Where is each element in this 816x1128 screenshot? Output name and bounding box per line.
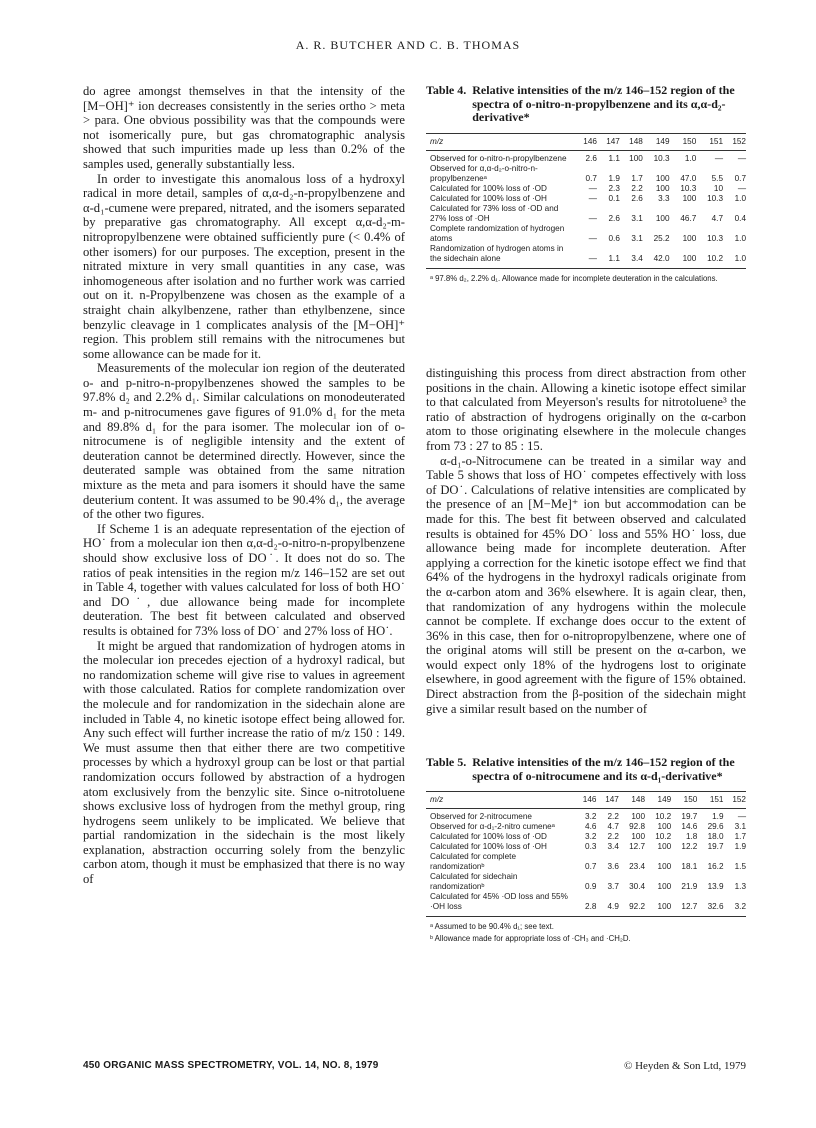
table-cell: 1.0	[684, 153, 697, 163]
table-cell: 3.2	[734, 902, 746, 911]
table-cell: 1.3	[734, 882, 746, 891]
table-cell: 100	[631, 832, 646, 841]
table-cell: 12.7	[681, 902, 698, 911]
row-label: Calculated for 100% loss of ·OH	[430, 193, 547, 203]
table-cell: 3.7	[607, 882, 619, 891]
table-cell: 3.1	[631, 233, 643, 243]
table-row	[426, 809, 746, 823]
table-cell: 10.3	[680, 183, 697, 193]
row-label: Calculated for 100% loss of ·OD	[430, 832, 547, 841]
table-row	[426, 244, 746, 269]
column-header: 148	[631, 795, 646, 804]
table-cell: 100	[657, 882, 672, 891]
column-header: 150	[682, 136, 697, 146]
table-5	[426, 756, 746, 943]
table-cell: 46.7	[680, 213, 697, 223]
table-cell: 5.5	[711, 173, 724, 183]
table-cell: 100	[655, 183, 670, 193]
running-head: A. R. BUTCHER AND C. B. THOMAS	[295, 38, 521, 52]
table-cell: 10.3	[707, 233, 724, 243]
table-cell: 2.6	[608, 213, 620, 223]
table-cell: 1.0	[734, 253, 746, 263]
paragraph: do agree amongst themselves in that the intensity of the [M−OH]⁺ ion decreases consistently in the series ortho > meta > para. One obvious possibility was that the compounds were not isomerically pure, but gas chromatographic analysis showed that such impurities made up less than 0.2% of the samples used, generally substantially less.	[83, 84, 405, 171]
table-cell: 14.6	[681, 822, 698, 831]
table-row	[426, 872, 746, 892]
column-header: m/z	[430, 795, 444, 804]
table-cell: 0.1	[608, 193, 620, 203]
column-header: 152	[732, 795, 746, 804]
table-header-row	[426, 792, 746, 809]
table-cell: 3.1	[734, 822, 746, 831]
table-row	[426, 892, 746, 917]
table-cell: —	[588, 183, 597, 193]
table-cell: —	[588, 213, 597, 223]
table-cell: 12.2	[681, 842, 698, 851]
table-cell: 1.8	[685, 832, 698, 841]
table-cell: 3.6	[607, 862, 619, 871]
table-cell: 100	[657, 822, 672, 831]
table-cell: 4.9	[607, 902, 619, 911]
table-cell: 30.4	[629, 882, 646, 891]
table-cell: 32.6	[707, 902, 724, 911]
table-cell: —	[588, 233, 597, 243]
table-cell: 10	[713, 183, 724, 193]
table-row	[426, 852, 746, 872]
table-cell: 0.7	[585, 173, 597, 183]
column-header: 149	[655, 136, 670, 146]
table-cell: 100	[655, 213, 670, 223]
table-caption	[426, 756, 746, 783]
table-cell: 1.7	[631, 173, 643, 183]
copyright-footer: © Heyden & Son Ltd, 1979	[623, 1060, 746, 1072]
table-cell: 3.2	[585, 812, 597, 821]
table-cell: 10.2	[707, 253, 724, 263]
column-header: 146	[583, 136, 597, 146]
row-label: Calculated for 100% loss of ·OD	[430, 183, 547, 193]
table-row	[426, 842, 746, 852]
table-cell: 18.0	[707, 832, 724, 841]
table-row	[426, 822, 746, 832]
table-4	[426, 84, 746, 283]
row-label: Calculated for sidechain randomizationᵇ	[430, 872, 518, 891]
table-cell: 2.8	[585, 902, 597, 911]
table-title: Relative intensities of the m/z 146–152 region of the spectra of o-nitro-n-propylbenzene and its α,α-d₂-derivative*	[472, 83, 735, 124]
left-column	[83, 84, 405, 887]
table-cell: 1.9	[608, 173, 620, 183]
table-number: Table 5.	[426, 755, 467, 769]
table-cell: —	[737, 153, 746, 163]
row-label: Randomization of hydrogen atoms in the sidechain alone	[430, 243, 564, 263]
table-cell: 1.0	[734, 233, 746, 243]
table-cell: 100	[629, 153, 643, 163]
table-cell: 2.6	[585, 153, 597, 163]
table-row	[426, 150, 746, 164]
row-label: Calculated for complete randomizationᵇ	[430, 852, 517, 871]
row-label: Calculated for 73% loss of ·OD and 27% loss of ·OH	[430, 203, 559, 223]
table-cell: —	[737, 183, 746, 193]
table-cell: 100	[655, 173, 670, 183]
table-cell: 1.9	[712, 812, 724, 821]
table-cell: 42.0	[653, 253, 670, 263]
table-cell: 13.9	[707, 882, 724, 891]
table-row	[426, 184, 746, 194]
table-body	[426, 809, 746, 917]
table-cell: 0.3	[585, 842, 597, 851]
table-cell: 0.7	[734, 173, 746, 183]
table-cell: 16.2	[707, 862, 724, 871]
row-label: Observed for α,α-d₂-o-nitro-n-propylbenzeneᵃ	[430, 163, 538, 183]
table-cell: 4.7	[711, 213, 724, 223]
column-header: 151	[709, 795, 724, 804]
table-cell: 100	[631, 812, 646, 821]
column-header: 148	[629, 136, 643, 146]
table-row	[426, 164, 746, 184]
table-cell: 19.7	[681, 812, 698, 821]
table-cell: 29.6	[707, 822, 724, 831]
paragraph: If Scheme 1 is an adequate representation of the ejection of HO˙ from a molecular ion then α,α-d₂-o-nitro-n-propylbenzene should show exclusive loss of DO˙. It does not do so. The ratios of peak intensities in the region m/z 146–152 are set out in Table 4, together with values calculated for loss of both HO˙ and DO˙, due allowance being made for incomplete deuteration. The best fit between calculated and observed results is obtained for 73% loss of DO˙ and 27% loss of HO˙.	[83, 521, 405, 638]
table-cell: 10.2	[655, 812, 672, 821]
column-header: 147	[606, 136, 620, 146]
paragraph: In order to investigate this anomalous loss of a hydroxyl radical in more detail, samples of α,α-d₂-n-propylbenzene and α-d₁-cumene were prepared, nitrated, and the isomers separated by preparative gas chromatography. All except α,α-d₂-m-nitropropylbenzene were obtained sufficiently pure (< 0.4% of other isomers) for our purposes. The exception, present in the nitrated mixture in very small quantities in any case, was inhomogeneous after isolation and no further work was carried out on it. n-Propylbenzene was chosen as the example of a straight chain alkylbenzene, rather than ethylbenzene, since benzylic cleavage in 1 complicates analysis of the [M−OH]⁺ region. This problem still remains with the nitrocumenes but some allowance can be made for it.	[83, 171, 405, 361]
table-cell: 0.6	[608, 233, 620, 243]
paragraph: It might be argued that randomization of hydrogen atoms in the molecular ion precedes ejection of a hydroxyl radical, but no randomization scheme will give rise to values in agreement with those calculated. Ratios for complete randomization over the molecule and for randomization in the sidechain alone are included in Table 4, no kinetic isotope effect being allowed for. Any such effect will further increase the ratio of m/z 150 : 149. We must assume then that either there are two competitive processes by which a hydroxyl group can be lost or that partial randomization occurs followed by abstraction of a hydrogen atom exclusively from the benzylic site. Since o-nitrotoluene shows exclusive loss of hydrogen from the methyl group, ring hydrogens seem unlikely to be implicated. We believe that partial randomization in the sidechain is the most likely explanation, abstraction occurring solely from the benzylic carbon atom, though it must be emphasized that there is no way of	[83, 638, 405, 887]
table-cell: 100	[657, 842, 672, 851]
table-cell: 3.4	[631, 253, 643, 263]
table-cell: 0.4	[734, 213, 746, 223]
table-number: Table 4.	[426, 83, 467, 97]
table-cell: 12.7	[629, 842, 646, 851]
table-cell: 3.4	[607, 842, 619, 851]
table-cell: 2.2	[631, 183, 643, 193]
table-header-row	[426, 134, 746, 151]
table-cell: 100	[657, 902, 672, 911]
table-cell: 1.9	[734, 842, 746, 851]
table-cell: 10.3	[707, 193, 724, 203]
table-cell: 4.7	[607, 822, 619, 831]
table-cell: 100	[682, 233, 697, 243]
paragraph: α-d₁-o-Nitrocumene can be treated in a similar way and Table 5 shows that loss of HO˙ competes effectively with loss of DO˙. Calculations of relative intensities are complicated by the presence of an [M−Me]⁺ ion but accommodation can be made for this. The best fit between observed and calculated results is obtained for 45% DO˙ loss and 55% HO˙ loss, due allowance being made for incomplete deuteration. After applying a correction for the kinetic isotope effect we find that 64% of the hydrogens in the hydroxyl radicals originate from the α-carbon atom and 36% elsewhere. It is again clear, then, that randomization of any hydrogens within the molecule cannot be complete. If exchange does occur to the extent of 36% in this case, then for o-nitropropylbenzene, where one of the original atoms will still be present on the α-carbon, we would expect only 18% of the hydrogens lost to originate elsewhere, in good agreement with the figure of 15% obtained. Direct abstraction from the β-position of the sidechain might give a similar result based on the number of	[426, 453, 746, 716]
column-header: 151	[709, 136, 724, 146]
table-cell: 23.4	[629, 862, 646, 871]
table-cell: 92.2	[629, 902, 646, 911]
row-label: Observed for o-nitro-n-propylbenzene	[430, 153, 567, 163]
row-label: Observed for 2-nitrocumene	[430, 812, 532, 821]
column-header: 152	[732, 136, 746, 146]
table-cell: —	[737, 812, 746, 821]
table-cell: 1.1	[608, 253, 620, 263]
column-header: 150	[683, 795, 698, 804]
table-body	[426, 150, 746, 268]
table-cell: —	[588, 253, 597, 263]
table-cell: 3.3	[658, 193, 670, 203]
table-cell: 18.1	[681, 862, 698, 871]
row-label: Observed for α-d₁-2-nitro cumeneᵃ	[430, 822, 555, 831]
table-cell: 2.3	[608, 183, 620, 193]
column-header: 149	[657, 795, 672, 804]
column-header: m/z	[430, 136, 444, 146]
row-label: Calculated for 100% loss of ·OH	[430, 842, 547, 851]
data-table	[426, 134, 746, 269]
table-cell: 2.2	[607, 832, 619, 841]
table-row	[426, 832, 746, 842]
table-cell: 100	[682, 193, 697, 203]
journal-footer: 450 ORGANIC MASS SPECTROMETRY, VOL. 14, NO. 8, 1979	[83, 1060, 379, 1071]
right-column	[426, 366, 746, 716]
table-row	[426, 204, 746, 224]
row-label: Complete randomization of hydrogen atoms	[430, 223, 565, 243]
table-cell: 19.7	[707, 842, 724, 851]
table-cell: 47.0	[680, 173, 697, 183]
table-footnote: ᵃ Assumed to be 90.4% d₁; see text.	[430, 922, 554, 931]
table-cell: 2.2	[607, 812, 619, 821]
table-row	[426, 224, 746, 244]
data-table	[426, 792, 746, 917]
table-cell: 3.2	[585, 832, 597, 841]
table-cell: 1.0	[734, 193, 746, 203]
column-header: 147	[605, 795, 619, 804]
table-cell: 1.1	[608, 153, 620, 163]
table-footnote: ᵃ 97.8% d₂, 2.2% d₁. Allowance made for incomplete deuteration in the calculations.	[430, 273, 718, 283]
table-footnote: ᵇ Allowance made for appropriate loss of ·CH₃ and ·CH₂D.	[430, 933, 631, 943]
table-cell: 92.8	[629, 822, 646, 831]
table-cell: 100	[682, 253, 697, 263]
table-cell: 3.1	[631, 213, 643, 223]
table-cell: —	[714, 153, 724, 163]
table-title: Relative intensities of the m/z 146–152 region of the spectra of o-nitrocumene and its α-d₁-derivative*	[472, 755, 735, 783]
table-cell: 100	[657, 862, 672, 871]
column-header: 146	[582, 795, 597, 804]
table-cell: 25.2	[653, 233, 670, 243]
table-row	[426, 194, 746, 204]
table-cell: 10.2	[655, 832, 672, 841]
table-caption	[426, 84, 746, 125]
table-cell: 1.5	[734, 862, 746, 871]
table-cell: 4.6	[585, 822, 597, 831]
table-cell: 21.9	[681, 882, 698, 891]
paragraph: Measurements of the molecular ion region of the deuterated o- and p-nitro-n-propylbenzenes showed the samples to be 97.8% d₂ and 2.2% d₁. Similar calculations on monodeuterated m- and p-nitrocumenes gave figures of 91.0% d₁ for the meta and 89.8% d₁ for the para isomer. The molecular ion of o-nitrocumene is of negligible intensity and the extent of deuteration cannot be determined directly. However, since the deuterated sample was obtained from the same nitration mixture as the meta and para isomers it should have the same deuterium content. It was assumed to be 90.4% d₁, the average of the other two figures.	[83, 361, 405, 522]
table-cell: 0.7	[585, 862, 597, 871]
table-cell: 1.7	[734, 832, 746, 841]
table-cell: 0.9	[585, 882, 597, 891]
table-cell: 10.3	[653, 153, 670, 163]
table-cell: —	[588, 193, 597, 203]
row-label: Calculated for 45% ·OD loss and 55% ·OH loss	[430, 892, 568, 911]
paragraph: distinguishing this process from direct abstraction from other positions in the chain. Allowing a kinetic isotope effect similar to that calculated from Meyerson's results for nitrotoluene³ the ratio of abstraction of hydrogens originally on the α-carbon atom to those originating elsewhere in the molecule changes from 73 : 27 to 85 : 15.	[426, 366, 746, 453]
table-cell: 2.6	[631, 193, 643, 203]
